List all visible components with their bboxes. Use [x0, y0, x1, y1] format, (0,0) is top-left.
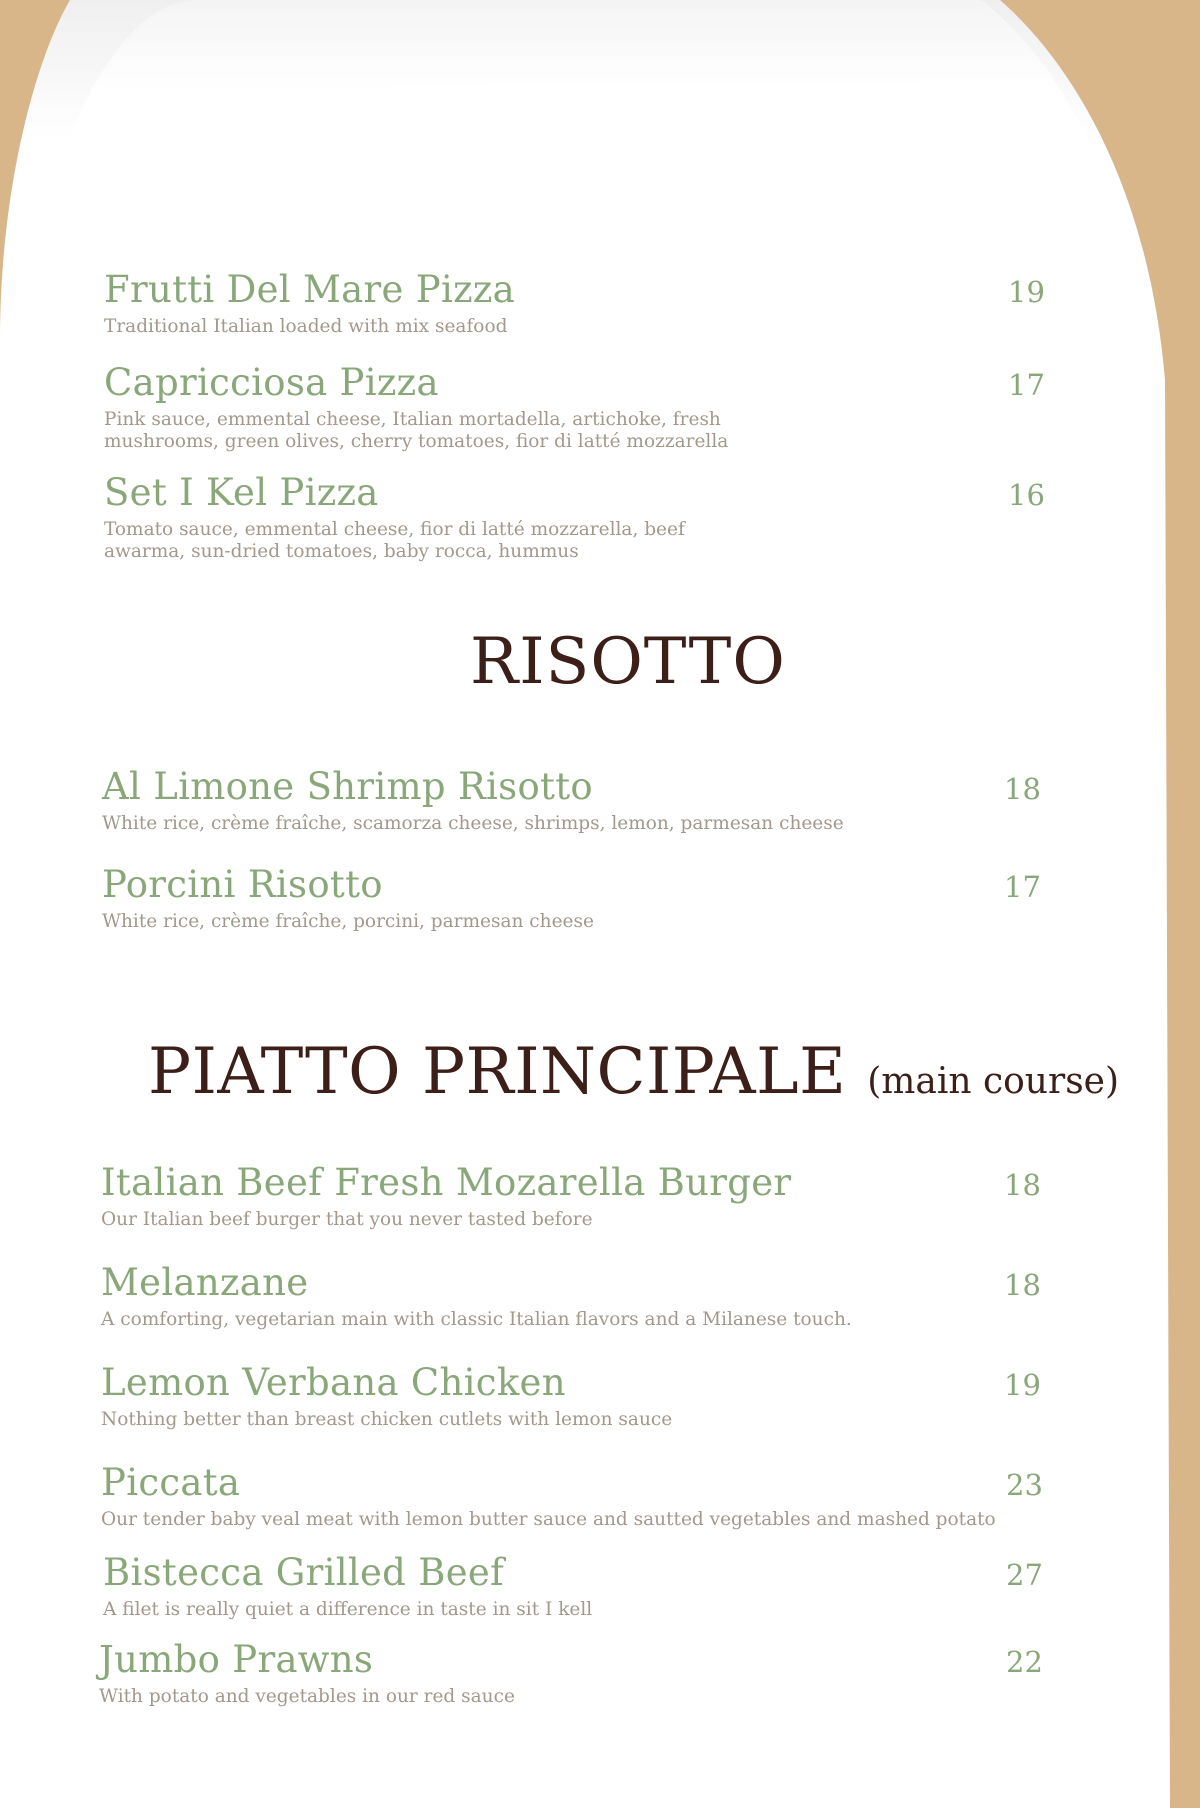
- section-title-risotto: RISOTTO: [470, 625, 786, 699]
- section-title-text: PIATTO PRINCIPALE: [148, 1035, 847, 1109]
- item-price: 18: [1004, 772, 1041, 806]
- item-name: Jumbo Prawns: [99, 1638, 374, 1681]
- item-description: With potato and vegetables in our red sauce: [99, 1686, 515, 1707]
- section-title-main-course: [148, 1032, 1119, 1122]
- item-name: Porcini Risotto: [102, 863, 383, 906]
- section-subtitle: (main course): [867, 1061, 1120, 1102]
- item-name: Italian Beef Fresh Mozarella Burger: [101, 1161, 792, 1204]
- item-name: Melanzane: [101, 1261, 309, 1304]
- item-price: 17: [1004, 870, 1041, 904]
- item-price: 23: [1006, 1468, 1043, 1502]
- item-description: White rice, crème fraîche, porcini, parmesan cheese: [102, 911, 594, 932]
- item-name: Frutti Del Mare Pizza: [104, 268, 516, 311]
- item-price: 19: [1008, 275, 1045, 309]
- item-description: Our tender baby veal meat with lemon butter sauce and sautted vegetables and mashed potato: [101, 1509, 996, 1530]
- item-name: Set I Kel Pizza: [104, 471, 379, 514]
- item-description: White rice, crème fraîche, scamorza cheese, shrimps, lemon, parmesan cheese: [102, 813, 844, 834]
- item-description: A filet is really quiet a difference in taste in sit I kell: [103, 1599, 593, 1620]
- item-description: Traditional Italian loaded with mix seafood: [104, 316, 508, 337]
- item-price: 17: [1008, 368, 1045, 402]
- item-price: 18: [1004, 1268, 1041, 1302]
- item-price: 18: [1004, 1168, 1041, 1202]
- item-description: Pink sauce, emmental cheese, Italian mortadella, artichoke, fresh mushrooms, green olives, cherry tomatoes, fior di latté mozzarella: [104, 409, 729, 452]
- item-name: Al Limone Shrimp Risotto: [102, 765, 593, 808]
- item-price: 16: [1008, 478, 1045, 512]
- item-description: Nothing better than breast chicken cutlets with lemon sauce: [101, 1409, 673, 1430]
- item-price: 22: [1006, 1645, 1043, 1679]
- item-description: Our Italian beef burger that you never tasted before: [101, 1209, 593, 1230]
- item-name: Lemon Verbana Chicken: [101, 1361, 566, 1404]
- item-description: Tomato sauce, emmental cheese, fior di latté mozzarella, beef awarma, sun-dried tomatoes, baby rocca, hummus: [104, 519, 685, 562]
- item-price: 19: [1004, 1368, 1041, 1402]
- item-description: A comforting, vegetarian main with classic Italian flavors and a Milanese touch.: [101, 1309, 852, 1330]
- item-name: Capricciosa Pizza: [104, 361, 439, 404]
- item-price: 27: [1006, 1558, 1043, 1592]
- item-name: Piccata: [101, 1461, 241, 1504]
- item-name: Bistecca Grilled Beef: [103, 1551, 505, 1594]
